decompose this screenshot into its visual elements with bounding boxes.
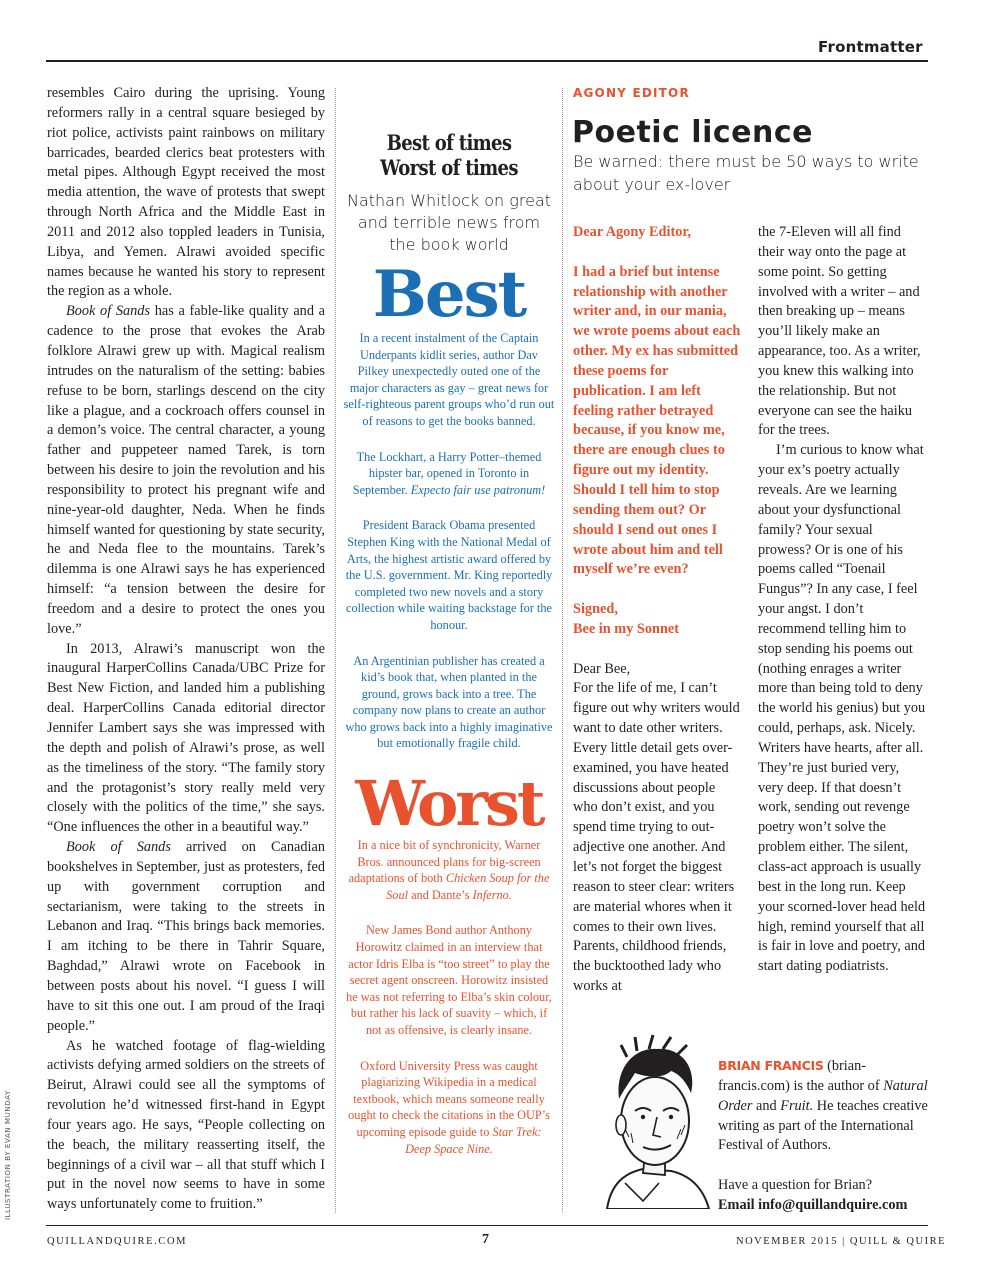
- letter-body: I had a brief but intense relationship with another writer and, in our mania, we wrote poems about each other. My ex has submitted these poems for publication. I am left feeling rather betrayed because, if you know me, there are enough clues to figure out my identity. Should I tell him to stop sending them out? Or should I send out ones I wrote about him and tell myself we’re even?: [573, 263, 741, 578]
- best-item: President Barack Obama presented Stephen King with the National Medal of Arts, the highest artistic award offered by the U.S. government. Mr. King reportedly completed two new novels and a story collection while waiting backstage for the honour.: [345, 518, 553, 632]
- agony-title: Poetic licence: [572, 115, 813, 150]
- letter-signed: Signed,: [573, 601, 618, 618]
- worst-item-text: Oxford University Press was caught plagiarizing Wikipedia in a medical textbook, which means someone really ought to check the citations in the OUP’s upcoming episode guide to: [348, 1058, 550, 1139]
- bio-question: Have a question for Brian?: [718, 1177, 873, 1194]
- reply-paragraph: For the life of me, I can’t figure out why writers would want to date other writers. Every little detail gets over-examined, you have heated discussions about people who don’t exist, and you spend time trying to out-adjective one another. And let’s not forget the biggest reason to steer clear: writers are material whores when it comes to their own lives. Parents, childhood friends, the bucktoothed lady who works at: [573, 680, 740, 995]
- bio-text: [718, 1056, 928, 1156]
- letter-salutation: Dear Agony Editor,: [573, 224, 691, 240]
- worst-item-italic: Inferno.: [472, 887, 512, 902]
- page-number: 7: [482, 1232, 489, 1247]
- article-paragraph: In 2013, Alrawi’s manuscript won the inaugural HarperCollins Canada/UBC Prize for Best New Fiction, and landed him a publishing deal. HarperCollins Canada editorial director Jennifer Lambert says she was impressed with the depth and polish of Alrawi’s prose, as well as the timeliness of the story. “The family story and the protagonist’s story really meld very closely with the politics of the time,” she says. “One influences the other in a beautiful way.”: [47, 640, 325, 836]
- title-line: Best of times: [386, 130, 512, 155]
- bio-book: Fruit.: [780, 1097, 814, 1114]
- best-item: An Argentinian publisher has created a kid’s book that, when planted in the ground, grows back into a tree. The company now plans to create an author who grows back into a highly imaginative but emotionally fragile child.: [345, 653, 553, 751]
- credit-text: ILLUSTRATION BY EVAN MUNDAY: [4, 1090, 12, 1220]
- worst-item: [343, 1058, 555, 1158]
- best-item-text: The Lockhart, a Harry Potter–themed hipster bar, opened in Toronto in September.: [352, 449, 542, 497]
- best-item: In a recent instalment of the Captain Underpants kidlit series, author Dav Pilkey unexpectedly outed one of the major characters as gay – great news for self-righteous parent groups who’d run out of reasons to get the books banned.: [343, 331, 555, 428]
- worst-item-italic: Star Trek: Deep Space Nine.: [405, 1124, 542, 1156]
- best-worst-column: [343, 130, 555, 1176]
- bio-url[interactable]: (brian-francis.com): [718, 1058, 867, 1094]
- reply-greeting: Dear Bee,: [573, 660, 631, 677]
- column-divider: [335, 88, 336, 1213]
- article-paragraph: Book of Sands has a fable-like quality and a cadence to the prose that evokes the Arab folklore Alrawi grew up with. Magical realism intrudes on the naturalism of the setting: babies refuse to be born, starlings descend on the city like a plague, and a cockroach offers counsel in a demon’s voice. The central character, a young father and puppeteer named Tarek, is torn between his desire to join the revolution and his responsibility to protect his pregnant wife and nine-year-old daughter, Neda. When he finds himself wanted for questioning by state security, he and Neda flee to the mountains. Tarek’s dilemma is one Alrawi says he has experienced himself: “a tension between the desire for freedom and a desire to protect the ones you love.”: [47, 303, 325, 637]
- agony-dek: Be warned: there must be 50 ways to write about your ex-lover: [573, 152, 919, 194]
- reply-paragraph: the 7-Eleven will all find their way onto the page at some point. So getting involved with a writer – and then breaking up – means you’ll likely make an appearance, too. As a writer, you knew this walking into the relationship. But not everyone can see the haiku for the trees.: [758, 224, 921, 439]
- agony-column-left: [573, 223, 743, 997]
- title-line: Worst of times: [380, 155, 518, 180]
- book-title-italic: Book of Sands: [66, 839, 171, 856]
- worst-item-text: In a nice bit of synchronicity, Warner Bros. announced plans for big-screen adaptations of both: [348, 838, 541, 886]
- worst-item-text: and Dante’s: [411, 887, 470, 902]
- worst-item-italic: Chicken Soup for the Soul: [386, 871, 550, 902]
- agony-column-right: [758, 223, 926, 977]
- footer-website[interactable]: QUILLANDQUIRE.COM: [47, 1236, 188, 1247]
- author-bio: [718, 1056, 928, 1216]
- worst-item: New James Bond author Anthony Horowitz claimed in an interview that actor Idris Elba is “too street” to play the secret agent onscreen. Horowitz insisted he was not referring to Elba’s skin colour, but rather his lack of suavity – which, if not as offensive, is clearly insane.: [346, 923, 552, 1037]
- top-rule: [46, 60, 928, 62]
- article-paragraph: resembles Cairo during the uprising. Young reformers rally in a central square besieged by riot police, activists paint rainbows on military barricades, bearded clerics beat protesters with metal pipes. Although Egypt received the most media attention, the wave of protests that swept through North Africa and the Middle East in 2011 and 2012 also toppled leaders in Tunisia, Libya, and Yemen. Alrawi avoided specific names because he wanted his story to represent the region as a whole.: [47, 85, 325, 300]
- agony-kicker: AGONY EDITOR: [573, 86, 690, 100]
- bio-book: Natural Order: [718, 1077, 928, 1114]
- letter-signature: Bee in my Sonnet: [573, 620, 680, 637]
- bio-name: BRIAN FRANCIS: [718, 1058, 824, 1073]
- best-worst-title: [358, 130, 540, 180]
- column-divider: [562, 88, 563, 1213]
- book-title-italic: Book of Sands: [66, 303, 151, 320]
- illustration-credit: [4, 1090, 16, 1220]
- best-item-italic: Expecto fair use patronum!: [410, 482, 546, 497]
- author-portrait: [585, 1033, 713, 1209]
- bio-text-part: He teaches creative writing as part of the International Festival of Authors.: [718, 1097, 928, 1154]
- reply-paragraph: I’m curious to know what your ex’s poetry actually reveals. Are we learning about your dysfunctional family? Your sexual prowess? Or is one of his poems called “Toenail Fungus”? In any case, I feel your angst. I don’t recommend telling him to stop sending his poems out (nothing enrages a writer more than being told to deny the world his genius) but you could, perhaps, ask. Nicely. Writers have hearts, after all. They’re just buried very, very deep. If that doesn’t work, sending out revenge poetry won’t solve the problem either. The silent, class-act approach is usually best in the long run. Keep your scorned-lover head held high, remind yourself that all is fair in love and poetry, and start dating podiatrists.: [758, 442, 926, 975]
- bio-email[interactable]: Email info@quillandquire.com: [718, 1196, 908, 1213]
- best-worst-dek: Nathan Whitlock on great and terrible news from the book world: [346, 191, 552, 254]
- footer-issue: NOVEMBER 2015 | QUILL & QUIRE: [736, 1236, 946, 1247]
- bio-text-part: and: [756, 1097, 777, 1114]
- article-paragraph: As he watched footage of flag-wielding activists defying armed soldiers on the streets of Beirut, Alrawi could see all the symptoms of revolution he’d witnessed first-hand in Egypt four years ago. He says, “People collecting on the beach, the military reasserting itself, the beginnings of a civil war – all that stuff which I put in the novel now seems to have in some ways unfortunately come to fruition.”: [47, 1037, 325, 1213]
- article-column: [47, 84, 325, 1215]
- article-paragraph: Book of Sands arrived on Canadian bookshelves in September, just as protesters, fed up with government corruption and sectarianism, were taking to the streets in Lebanon and Iraq. “This brings back memories. I am itching to be there in Tahrir Square, Baghdad,” Alrawi wrote on Facebook in between posts about his novel. “I guess I will have to sit this one out. I am proud of the Iraqi people.”: [47, 839, 325, 1034]
- footer-rule: [46, 1225, 928, 1226]
- best-heading: Best: [372, 257, 526, 332]
- worst-heading: Worst: [355, 767, 543, 841]
- bio-text-part: is the author of: [793, 1077, 880, 1094]
- worst-item: [343, 837, 555, 903]
- section-title: Frontmatter: [818, 38, 923, 56]
- best-item: [343, 449, 555, 499]
